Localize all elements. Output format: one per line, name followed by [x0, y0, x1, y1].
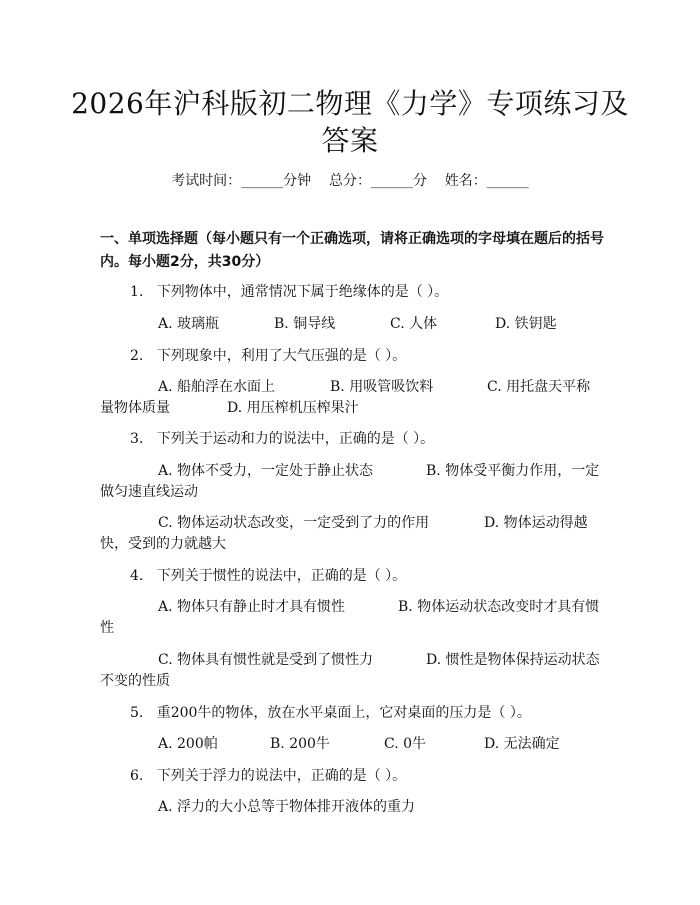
- question-5: 5. 重200牛的物体，放在水平桌面上，它对桌面的压力是（ ）。: [130, 705, 531, 721]
- q2-option-b: B. 用吸管吸饮料: [330, 379, 434, 395]
- q3-option-b-cont: 做匀速直线运动: [100, 484, 198, 500]
- q2-option-a: A. 船舶浮在水面上: [158, 379, 276, 395]
- q3-option-c: C. 物体运动状态改变，一定受到了力的作用: [158, 515, 430, 531]
- q4-option-b-cont: 性: [100, 620, 114, 636]
- q3-option-d: D. 物体运动得越: [484, 515, 588, 531]
- q4-option-a: A. 物体只有静止时才具有惯性: [158, 599, 346, 615]
- q5-option-b: B. 200牛: [270, 736, 330, 752]
- q1-option-c: C. 人体: [390, 316, 438, 332]
- document-title-line1: 2026年沪科版初二物理《力学》专项练习及: [71, 87, 629, 120]
- q1-option-a: A. 玻璃瓶: [158, 316, 220, 332]
- q1-option-d: D. 铁钥匙: [495, 316, 557, 332]
- question-2: 2. 下列现象中，利用了大气压强的是（ ）。: [130, 348, 407, 364]
- q2-option-c-cont: 量物体质量: [100, 400, 170, 416]
- section-heading: 一、单项选择题（每小题只有一个正确选项，请将正确选项的字母填在题后的括号内。每小题2分，共30分）: [100, 231, 604, 270]
- q1-option-b: B. 铜导线: [274, 316, 336, 332]
- document-title-line2: 答案: [321, 124, 379, 157]
- q3-option-b: B. 物体受平衡力作用，一定: [426, 463, 600, 479]
- q4-option-b: B. 物体运动状态改变时才具有惯: [398, 599, 600, 615]
- q5-option-d: D. 无法确定: [484, 736, 560, 752]
- question-4: 4. 下列关于惯性的说法中，正确的是（ ）。: [130, 568, 407, 584]
- question-3: 3. 下列关于运动和力的说法中，正确的是（ ）。: [130, 431, 435, 447]
- question-1: 1. 下列物体中，通常情况下属于绝缘体的是（ ）。: [130, 284, 449, 300]
- q5-option-a: A. 200帕: [158, 736, 218, 752]
- q6-option-a: A. 浮力的大小总等于物体排开液体的重力: [158, 799, 416, 815]
- exam-meta-line: 考试时间：______分钟 总分：______分 姓名：______: [171, 173, 529, 189]
- q4-option-c: C. 物体具有惯性就是受到了惯性力: [158, 652, 374, 668]
- q4-option-d: D. 惯性是物体保持运动状态: [426, 652, 600, 668]
- q2-option-c: C. 用托盘天平称: [487, 379, 591, 395]
- q3-option-d-cont: 快，受到的力就越大: [100, 536, 226, 552]
- q2-option-d: D. 用压榨机压榨果汁: [227, 400, 359, 416]
- q5-option-c: C. 0牛: [384, 736, 427, 752]
- question-6: 6. 下列关于浮力的说法中，正确的是（ ）。: [130, 768, 407, 784]
- q3-option-a: A. 物体不受力，一定处于静止状态: [158, 463, 374, 479]
- q4-option-d-cont: 不变的性质: [100, 673, 170, 689]
